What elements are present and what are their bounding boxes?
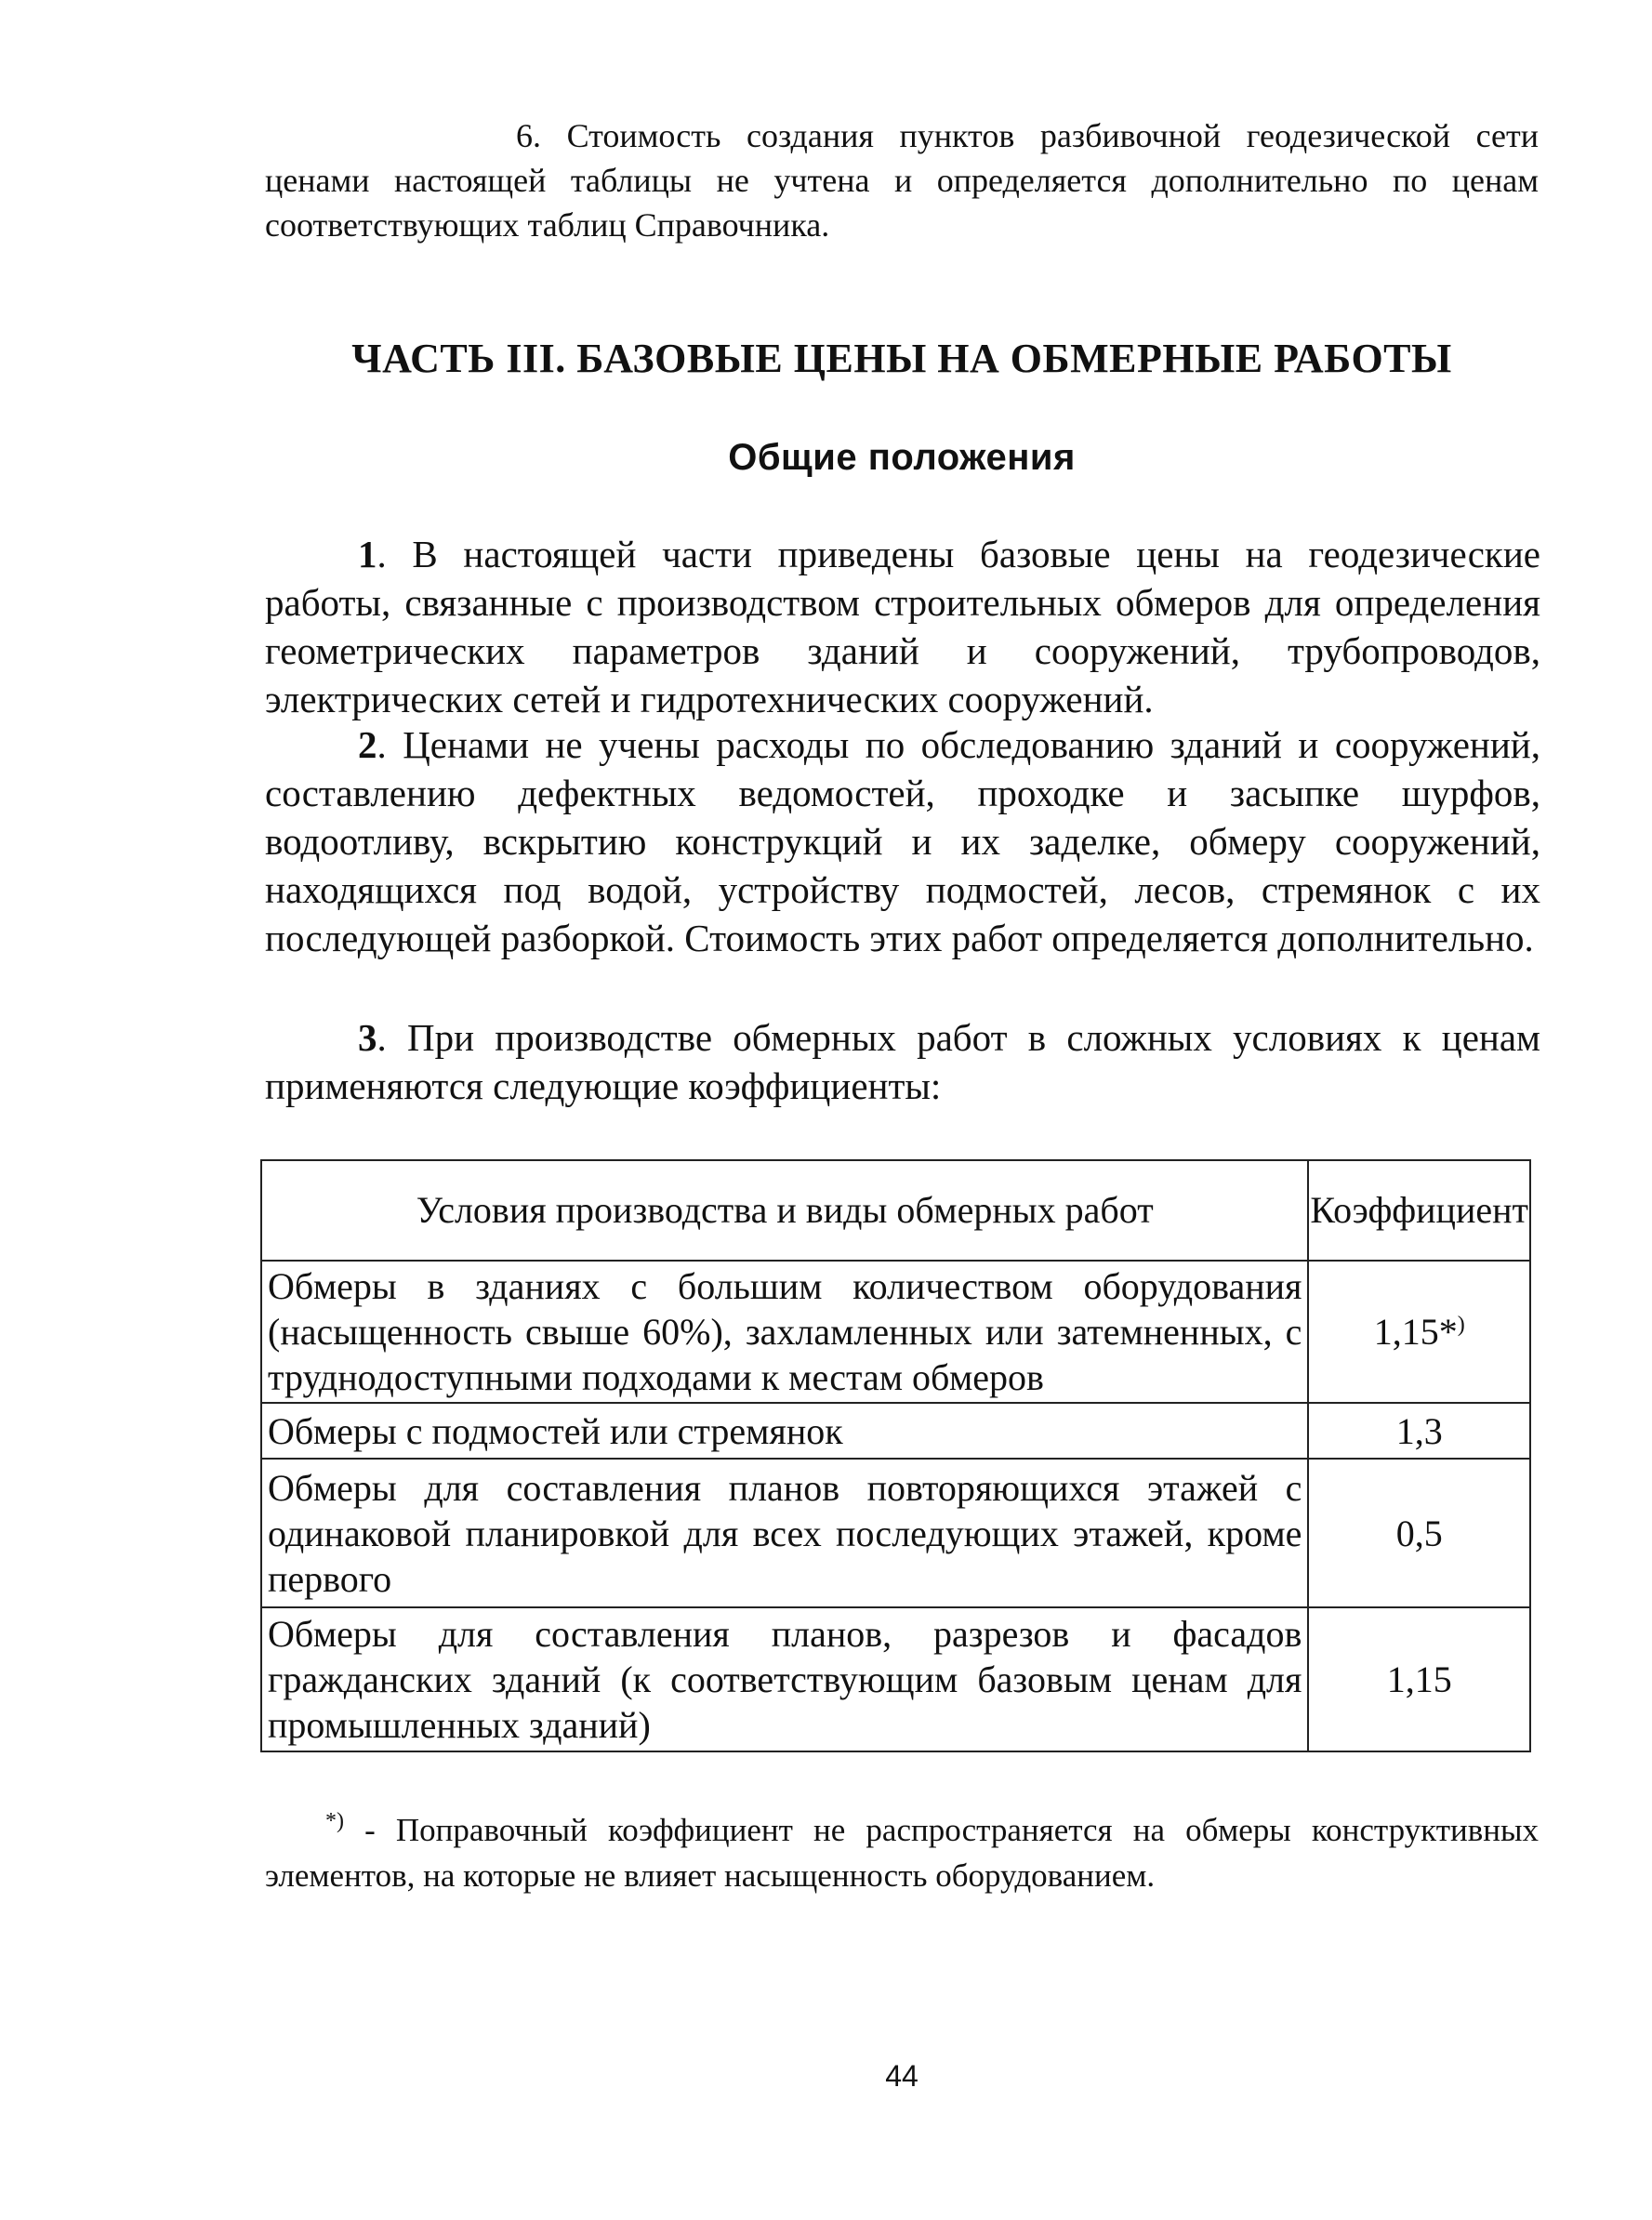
footnote bbox=[265, 1799, 1539, 1898]
paragraph-text: . При производстве обмерных работ в сложных условиях к ценам применяются следующие коэффициенты: bbox=[265, 1016, 1540, 1107]
paragraph-number: 3 bbox=[358, 1016, 377, 1059]
table-row bbox=[261, 1459, 1530, 1607]
top-note: 6. Стоимость создания пунктов разбивочной геодезической сети ценами настоящей таблицы не учтена и определяется дополнительно по ценам соответствующих таблиц Справочника. bbox=[265, 117, 1539, 244]
coefficient-cell bbox=[1308, 1459, 1530, 1607]
coefficient-value: 0,5 bbox=[1395, 1512, 1443, 1554]
coefficient-cell bbox=[1308, 1403, 1530, 1459]
footnote-text: - Поправочный коэффициент не распространяется на обмеры конструктивных элементов, на которые не влияет насыщенность оборудованием. bbox=[265, 1812, 1539, 1894]
coefficient-cell bbox=[1308, 1607, 1530, 1751]
condition-cell: Обмеры для составления планов повторяющихся этажей с одинаковой планировкой для всех последующих этажей, кроме первого bbox=[261, 1459, 1308, 1607]
footnote-mark: ) bbox=[1457, 1313, 1465, 1337]
footnote-mark: *) bbox=[325, 1809, 344, 1833]
paragraph-1 bbox=[265, 530, 1540, 723]
paragraph-text: . В настоящей части приведены базовые цены на геодезические работы, связанные с производством строительных обмеров для определения геометрических параметров зданий и сооружений, трубопроводов, электрических сетей и гидротехнических сооружений. bbox=[265, 533, 1540, 720]
coefficient-value: 1,3 bbox=[1395, 1409, 1443, 1452]
page-number: 44 bbox=[885, 2059, 919, 2093]
condition-cell: Обмеры для составления планов, разрезов и фасадов гражданских зданий (к соответствующим базовым ценам для промышленных зданий) bbox=[261, 1607, 1308, 1751]
table-row bbox=[261, 1403, 1530, 1459]
column-header-coefficient: Коэффициент bbox=[1308, 1160, 1530, 1261]
table-row bbox=[261, 1607, 1530, 1751]
coefficients-table bbox=[260, 1159, 1531, 1752]
paragraph-2 bbox=[265, 720, 1540, 962]
condition-cell: Обмеры в зданиях с большим количеством оборудования (насыщенность свыше 60%), захламленных или затемненных, с труднодоступными подходами к местам обмеров bbox=[261, 1261, 1308, 1403]
coefficient-cell bbox=[1308, 1261, 1530, 1403]
table-row bbox=[261, 1261, 1530, 1403]
coefficient-value: 1,15 bbox=[1386, 1658, 1452, 1700]
paragraph-text: . Ценами не учены расходы по обследованию зданий и сооружений, составлению дефектных ведомостей, проходке и засыпке шурфов, водоотливу, вскрытию конструкций и их заделке, обмеру сооружений, находящихся под водой, устройству подмостей, лесов, стремянок с их последующей разборкой. Стоимость этих работ определяется дополнительно. bbox=[265, 723, 1540, 959]
table-header-row bbox=[261, 1160, 1530, 1261]
part-title: ЧАСТЬ III. БАЗОВЫЕ ЦЕНЫ НА ОБМЕРНЫЕ РАБОТЫ bbox=[351, 336, 1452, 381]
paragraph-number: 1 bbox=[358, 533, 377, 575]
coefficient-value: 1,15* bbox=[1373, 1311, 1458, 1353]
paragraph-3 bbox=[265, 1013, 1540, 1110]
section-title: Общие положения bbox=[728, 437, 1076, 478]
column-header-conditions: Условия производства и виды обмерных работ bbox=[261, 1160, 1308, 1261]
paragraph-number: 2 bbox=[358, 723, 377, 766]
condition-cell: Обмеры с подмостей или стремянок bbox=[261, 1403, 1308, 1459]
